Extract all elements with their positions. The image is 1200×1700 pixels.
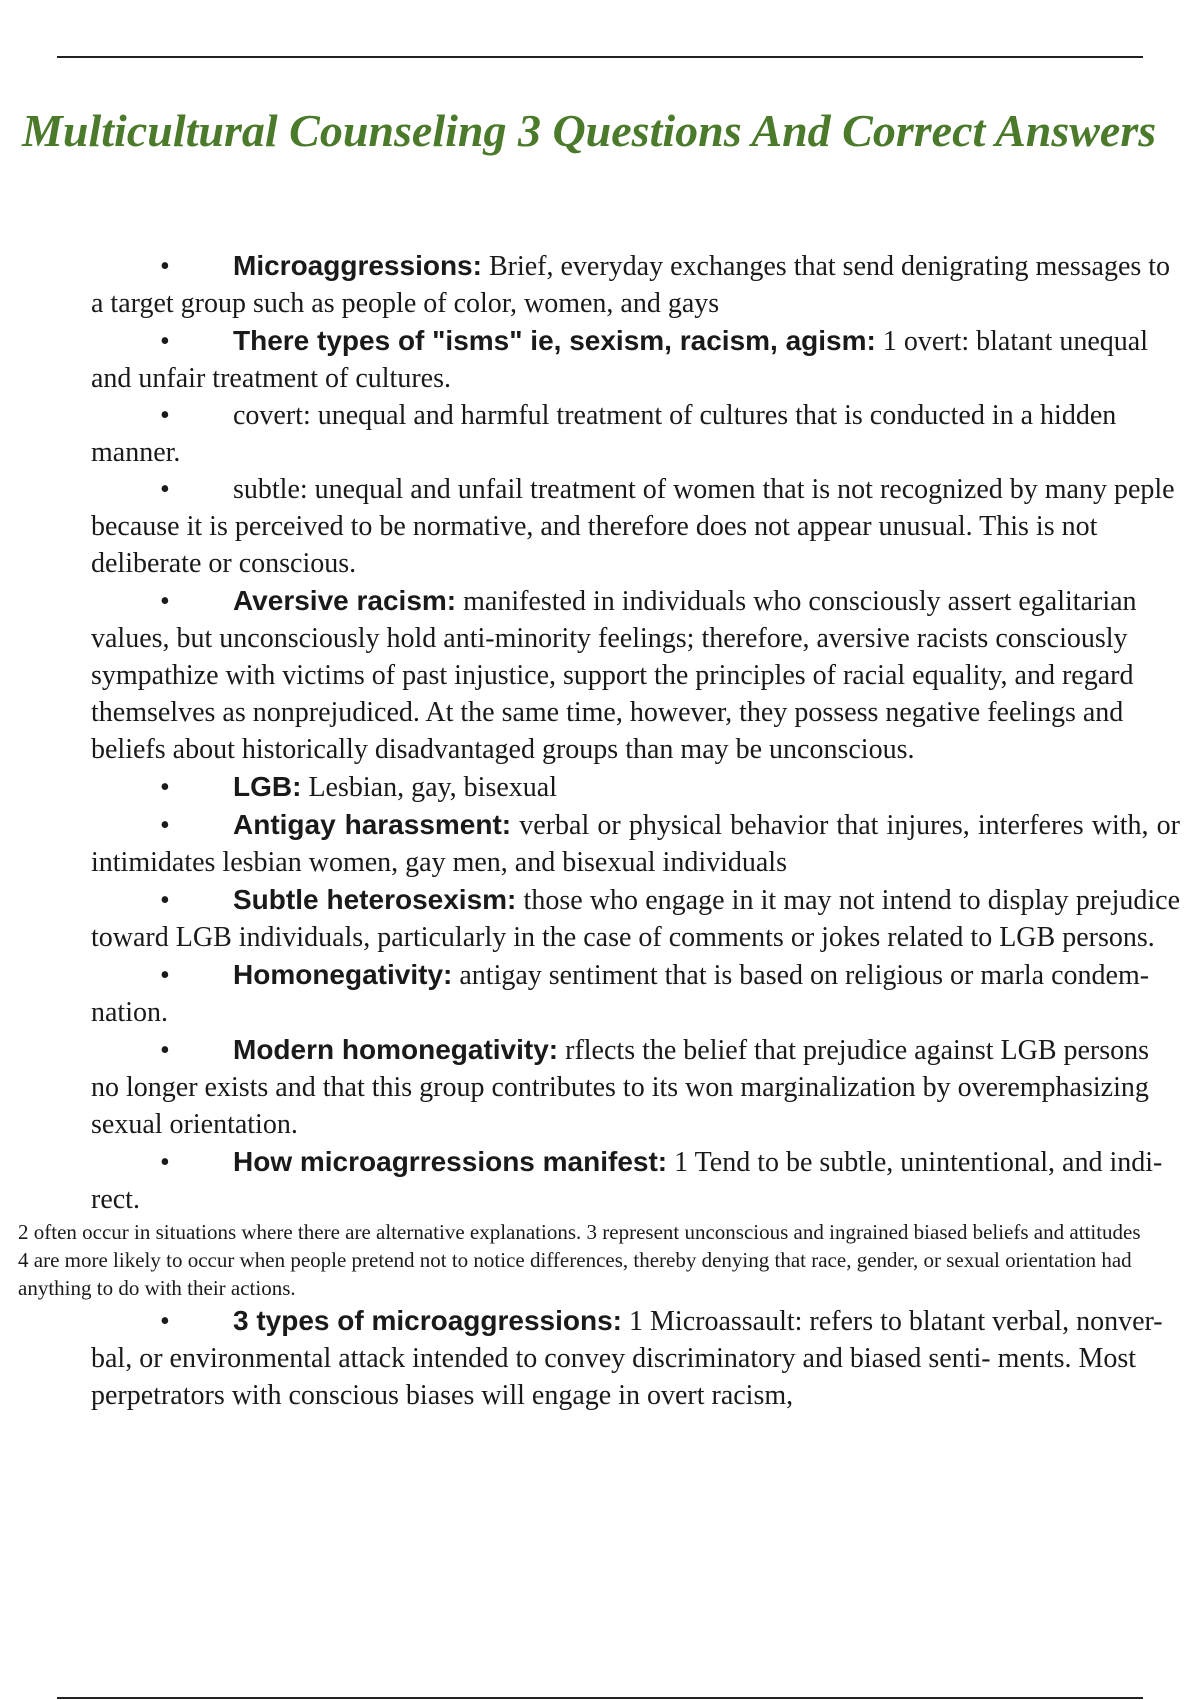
- definition-entry: [0, 322, 1200, 397]
- entry-definition: verbal or physical behavior that injures, interferes with, or intimidates lesbian women, gay men, and bisexual individuals: [91, 810, 1181, 878]
- document-title: Multicultural Counseling 3 Questions And Correct Answers: [22, 105, 1157, 156]
- entry-term: Subtle heterosexism:: [233, 884, 517, 915]
- entry-definition: manifested in individuals who consciously assert egalitarian values, but unconsciously hold anti-minority feelings; therefore, aversive racists consciously sympathize with victims of past injustice, support the principles of racial equality, and regard themselves as nonprejudiced. At the same time, however, they possess negative feelings and beliefs about historically disadvantaged groups than may be unconscious.: [91, 586, 1137, 765]
- entry-term: Aversive racism:: [233, 585, 457, 616]
- bullet-icon: •: [160, 251, 170, 282]
- entry-term: LGB:: [233, 771, 302, 802]
- entry-definition: subtle: unequal and unfail treatment of women that is not recognized by many peple because it is perceived to be normative, and therefore does not appear unusual. This is not deliberate or conscious.: [91, 474, 1175, 579]
- entry-term: How microagrressions manifest:: [233, 1146, 668, 1177]
- definition-entry: [0, 471, 1200, 582]
- entry-term: There types of "isms" ie, sexism, racism, agism:: [233, 325, 876, 356]
- definition-entry: [0, 247, 1200, 322]
- bullet-icon: •: [160, 1035, 170, 1066]
- definition-entry: [0, 1031, 1200, 1143]
- entry-term: Homonegativity:: [233, 959, 453, 990]
- entry-definition: Brief, everyday exchanges that send denigrating messages to a target group such as people of color, women, and gays: [91, 251, 1171, 319]
- entry-definition: 1 Tend to be subtle, unintentional, and indi- rect.: [91, 1147, 1163, 1215]
- definition-entry: [0, 1302, 1200, 1414]
- entry-definition: antigay sentiment that is based on religious or marla condem- nation.: [91, 960, 1150, 1028]
- bullet-icon: •: [160, 326, 170, 357]
- bullet-icon: •: [160, 1306, 170, 1337]
- entry-term: Antigay harassment:: [233, 809, 512, 840]
- bullet-icon: •: [160, 810, 170, 841]
- entry-definition: those who engage in it may not intend to display prejudice toward LGB individuals, particularly in the case of comments or jokes related to LGB persons.: [91, 885, 1180, 953]
- entry-term: Modern homonegativity:: [233, 1034, 559, 1065]
- bottom-rule: [57, 1697, 1143, 1699]
- bullet-icon: •: [160, 960, 170, 991]
- bullet-icon: •: [160, 1147, 170, 1178]
- definition-entry: [0, 806, 1200, 881]
- bullet-icon: •: [160, 885, 170, 916]
- top-rule: [57, 56, 1143, 58]
- entry-definition: covert: unequal and harmful treatment of cultures that is conducted in a hidden manner.: [91, 400, 1117, 468]
- entry-definition: Lesbian, gay, bisexual: [301, 772, 557, 803]
- bullet-icon: •: [160, 400, 170, 431]
- entry-definition: rflects the belief that prejudice against LGB persons no longer exists and that this group contributes to its won marginalization by overemphasizing sexual orientation.: [91, 1035, 1150, 1140]
- entry-definition: 1 overt: blatant unequal and unfair treatment of cultures.: [91, 326, 1148, 394]
- definition-entry: [0, 956, 1200, 1031]
- footnote-text: 2 often occur in situations where there are alternative explanations. 3 represent unconscious and ingrained biased beliefs and attitudes: [18, 1220, 1141, 1244]
- entry-term: Microaggressions:: [233, 250, 482, 281]
- bullet-icon: •: [160, 586, 170, 617]
- bullet-icon: •: [160, 474, 170, 505]
- document-body: [0, 247, 1200, 1414]
- definition-entry: [0, 881, 1200, 956]
- definition-entry: [0, 1143, 1200, 1218]
- definition-entry: [0, 582, 1200, 768]
- definition-entry: [0, 768, 1200, 806]
- footnote-text: 4 are more likely to occur when people pretend not to notice differences, thereby denying that race, gender, or sexual orientation had anything to do with their actions.: [18, 1248, 1132, 1300]
- bullet-icon: •: [160, 772, 170, 803]
- entry-definition: 1 Microassault: refers to blatant verbal, nonver- bal, or environmental attack intended to convey discriminatory and biased senti- ments. Most perpetrators with conscious biases will engage in overt racism,: [91, 1306, 1163, 1411]
- entry-term: 3 types of microaggressions:: [233, 1305, 623, 1336]
- definition-entry: [0, 397, 1200, 471]
